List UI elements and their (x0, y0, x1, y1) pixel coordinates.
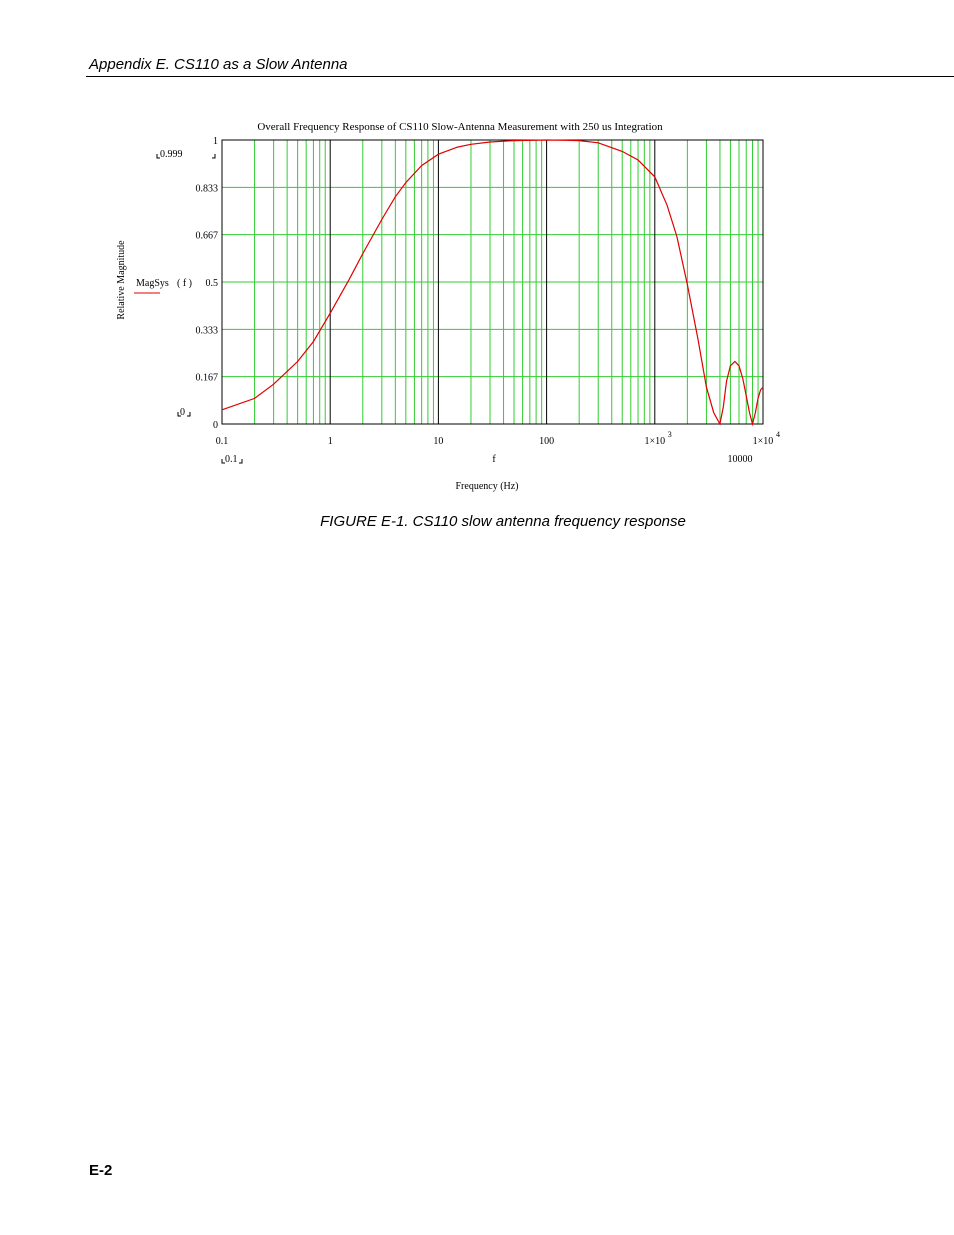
header-title: Appendix E. CS110 as a Slow Antenna (89, 56, 348, 73)
frequency-response-chart (0, 0, 954, 510)
figure-caption: FIGURE E-1. CS110 slow antenna frequency response (320, 513, 686, 530)
x-tick-exponent: 3 (667, 430, 672, 439)
y-tick-label: 0 (213, 420, 218, 431)
range-brackets (157, 154, 242, 463)
y-tick-label: 0.5 (205, 278, 218, 289)
y-variable-arg: ( f ) (177, 278, 192, 289)
x-range-marker-left: 0.1 (225, 454, 238, 465)
y-range-marker-top: 0.999 (160, 149, 183, 160)
y-tick-label: 0.833 (195, 183, 218, 195)
y-variable-label: MagSys (136, 278, 169, 289)
x-tick-label: 1×10 (752, 436, 774, 447)
grid-lines (222, 140, 763, 424)
x-tick-label: 0.1 (215, 436, 229, 447)
x-range-marker-right: 10000 (727, 454, 753, 465)
x-variable-label: f (492, 454, 496, 465)
y-range-marker-bottom: 0 (180, 407, 185, 418)
y-axis-label: Relative Magnitude (116, 240, 127, 320)
y-tick-label: 0.167 (195, 372, 218, 384)
range-bracket-mark (187, 412, 190, 416)
chart-title: Overall Frequency Response of CS110 Slow-Antenna Measurement with 250 us Integration (257, 121, 663, 133)
x-tick-exponent: 4 (776, 430, 780, 439)
y-tick-label: 0.333 (195, 325, 218, 337)
page-number: E-2 (89, 1162, 113, 1179)
range-bracket-mark (212, 154, 215, 158)
range-bracket-mark (239, 459, 242, 463)
y-tick-labels (196, 136, 219, 431)
x-tick-labels (216, 430, 780, 447)
x-tick-label: 1 (327, 436, 333, 447)
y-tick-label: 0.667 (195, 230, 218, 242)
y-tick-label: 1 (213, 136, 218, 147)
x-axis-label: Frequency (Hz) (455, 481, 519, 492)
x-tick-label: 1×10 (644, 436, 666, 447)
x-tick-label: 10 (433, 436, 444, 447)
x-tick-label: 100 (539, 436, 555, 447)
